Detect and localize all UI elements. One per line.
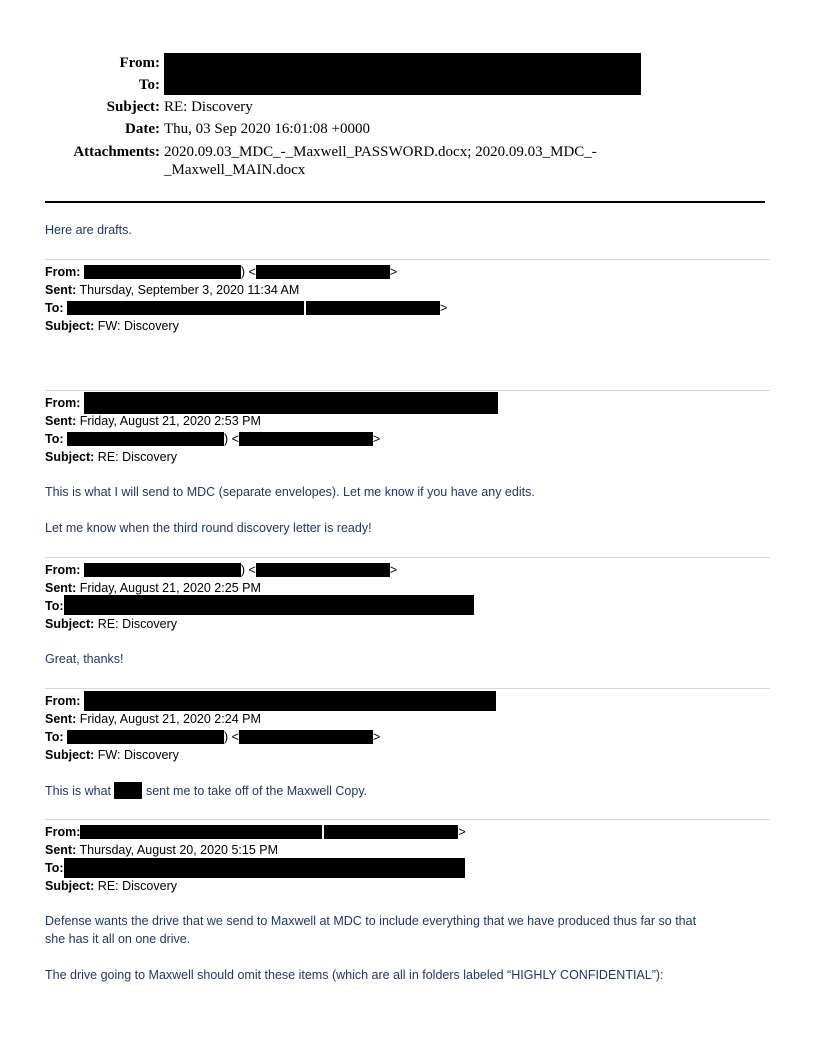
redacted-name <box>84 563 241 577</box>
message-body: This is what I will send to MDC (separate envelopes). Let me know if you have any edits. <box>45 485 535 499</box>
subject-line <box>45 877 177 895</box>
bracket-text: > <box>389 563 398 577</box>
sent-value: Thursday, August 20, 2020 5:15 PM <box>79 843 279 857</box>
subject-label: Subject: <box>45 319 95 333</box>
sent-label: Sent: <box>45 581 77 595</box>
from-label: From: <box>45 396 81 410</box>
sent-value: Friday, August 21, 2020 2:24 PM <box>79 712 261 726</box>
message-body-text: This is what <box>45 784 115 798</box>
bracket-text: > <box>440 301 448 315</box>
from-label: From: <box>45 694 81 708</box>
intro-text: Here are drafts. <box>45 223 132 237</box>
message-divider <box>45 688 770 689</box>
sent-line <box>45 281 299 299</box>
sent-value: Friday, August 21, 2020 2:53 PM <box>79 414 261 428</box>
redacted-email <box>256 265 390 279</box>
subject-line <box>45 317 179 335</box>
redacted-name <box>67 730 224 744</box>
message-body: Great, thanks! <box>45 652 124 666</box>
sent-label: Sent: <box>45 712 77 726</box>
redacted-block <box>84 392 498 414</box>
header-divider <box>45 201 765 203</box>
from-line <box>45 823 466 841</box>
message-body: she has it all on one drive. <box>45 932 191 946</box>
from-label: From: <box>45 265 81 279</box>
bracket-text: > <box>372 730 381 744</box>
from-line <box>45 263 397 281</box>
redacted-block <box>64 595 474 615</box>
message-body: The drive going to Maxwell should omit these items (which are all in folders labeled “HIGHLY CONFIDENTIAL”): <box>45 968 664 982</box>
to-label: To: <box>45 861 64 875</box>
subject-value: FW: Discovery <box>97 319 179 333</box>
header-date-label: Date: <box>125 121 160 137</box>
redacted-email <box>256 563 390 577</box>
redacted-name <box>114 782 142 799</box>
to-label: To: <box>45 730 64 744</box>
redacted-email <box>239 730 373 744</box>
message-body <box>45 782 367 800</box>
header-to-label: To: <box>138 77 160 93</box>
subject-line <box>45 448 177 466</box>
redacted-email <box>239 432 373 446</box>
sent-label: Sent: <box>45 283 77 297</box>
redacted-block <box>84 691 496 711</box>
subject-value: FW: Discovery <box>97 748 179 762</box>
to-label: To: <box>45 599 64 613</box>
bracket-text: > <box>372 432 381 446</box>
to-line <box>45 859 64 877</box>
from-line <box>45 692 80 710</box>
bracket-text: > <box>389 265 398 279</box>
message-divider <box>45 819 770 820</box>
sent-label: Sent: <box>45 843 77 857</box>
sent-line <box>45 841 278 859</box>
bracket-text: > <box>458 825 466 839</box>
attachment-link[interactable]: 2020.09.03_MDC_-_Maxwell_PASSWORD.docx; 2020.09.03_MDC_- <box>164 144 597 160</box>
redacted-name <box>67 432 224 446</box>
message-divider <box>45 557 770 558</box>
header-subject-label: Subject: <box>106 99 160 115</box>
attachment-link[interactable]: _Maxwell_MAIN.docx <box>164 162 306 178</box>
redacted-block <box>164 53 641 95</box>
redacted-email <box>324 825 458 839</box>
subject-line <box>45 615 177 633</box>
to-line <box>45 728 380 746</box>
from-line <box>45 394 80 412</box>
subject-label: Subject: <box>45 879 95 893</box>
sent-label: Sent: <box>45 414 77 428</box>
from-label: From: <box>45 563 81 577</box>
redacted-name <box>84 265 241 279</box>
subject-line <box>45 746 179 764</box>
sent-line <box>45 412 261 430</box>
message-body-text: sent me to take off of the Maxwell Copy. <box>142 784 368 798</box>
subject-label: Subject: <box>45 617 95 631</box>
message-body: Defense wants the drive that we send to Maxwell at MDC to include everything that we have produced thus far so that <box>45 914 697 928</box>
subject-value: RE: Discovery <box>97 617 177 631</box>
redacted-name <box>80 825 322 839</box>
sent-value: Friday, August 21, 2020 2:25 PM <box>79 581 261 595</box>
header-subject-value: RE: Discovery <box>164 99 253 115</box>
redacted-block <box>64 858 465 878</box>
to-line <box>45 597 64 615</box>
bracket-text: ) < <box>240 563 256 577</box>
redacted-name <box>67 301 304 315</box>
from-line <box>45 561 397 579</box>
redacted-email <box>306 301 440 315</box>
bracket-text: ) < <box>224 730 239 744</box>
from-label: From: <box>45 825 81 839</box>
sent-line <box>45 710 261 728</box>
message-divider <box>45 390 770 391</box>
message-body: Let me know when the third round discovery letter is ready! <box>45 521 372 535</box>
sent-value: Thursday, September 3, 2020 11:34 AM <box>79 283 300 297</box>
subject-value: RE: Discovery <box>97 450 177 464</box>
bracket-text: ) < <box>240 265 256 279</box>
bracket-text: ) < <box>224 432 239 446</box>
to-label: To: <box>45 432 64 446</box>
subject-value: RE: Discovery <box>97 879 177 893</box>
to-line <box>45 299 447 317</box>
to-label: To: <box>45 301 64 315</box>
to-line <box>45 430 380 448</box>
header-from-label: From: <box>119 55 160 71</box>
subject-label: Subject: <box>45 748 95 762</box>
header-date-value: Thu, 03 Sep 2020 16:01:08 +0000 <box>164 121 370 137</box>
message-divider <box>45 259 770 260</box>
subject-label: Subject: <box>45 450 95 464</box>
header-attachments-label: Attachments: <box>73 144 160 160</box>
